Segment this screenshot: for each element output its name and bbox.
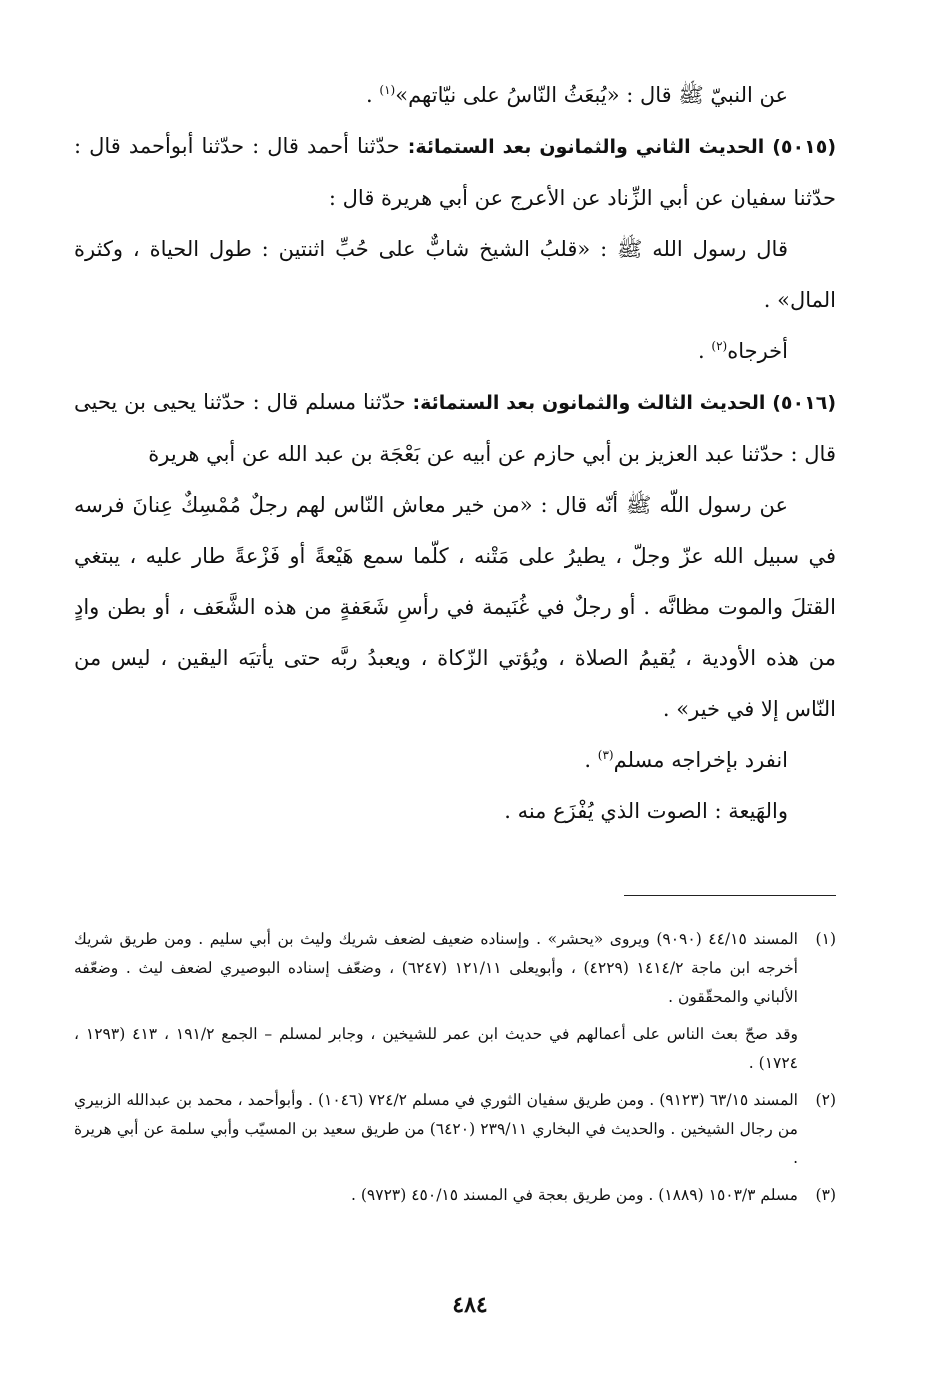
page-number: ٤٨٤ [452, 1292, 488, 1318]
footnote-1-continued [74, 1020, 836, 1078]
hadith-isnad: حدّثنا مسلم قال : حدّثنا يحيى بن يحيى قال : حدّثنا عبد العزيز بن أبي حازم عن أبيه عن بَعْجَة بن عبد الله عن أبي هريرة [74, 390, 836, 466]
footnote-number: (٣) [815, 1186, 836, 1204]
footnote-text: المسند ٦٣/١٥ (٩١٢٣) . ومن طريق سفيان الثوري في مسلم ٧٢٤/٢ (١٠٤٦) . وأبوأحمد ، محمد بن عبدالله الزبيري من رجال الشيخين . والحديث في البخاري ٢٣٩/١١ (٦٤٢٠) من طريق سعيد بن المسيّب وأبي سلمة عن أبي هريرة . [74, 1091, 798, 1167]
paragraph-end: . [584, 748, 598, 772]
hadith-5016 [74, 377, 836, 480]
footnote-1 [74, 925, 836, 1012]
paragraph-text: أخرجاه [727, 339, 788, 363]
paragraph-text: انفرد بإخراجه مسلم [613, 748, 788, 772]
paragraph [74, 70, 836, 121]
footnote-text: وقد صحّ بعث الناس على أعمالهم في حديث ابن عمر للشيخين ، وجابر لمسلم – الجمع ١٩١/٢ ، ٤١٣ (١٢٩٣ ، ١٧٢٤) . [74, 1025, 798, 1072]
hadith-heading: (٥٠١٦) الحديث الثالث والثمانون بعد الستمائة: [412, 392, 836, 414]
hadith-isnad: حدّثنا أحمد قال : حدّثنا أبوأحمد قال : حدّثنا سفيان عن أبي الزِّناد عن الأعرج عن أبي هريرة قال : [74, 134, 836, 210]
footnote-text: مسلم ١٥٠٣/٣ (١٨٨٩) . ومن طريق بعجة في المسند ٤٥٠/١٥ (٩٧٢٣) . [351, 1186, 798, 1204]
main-text [74, 70, 836, 837]
footnote-ref: (٣) [597, 748, 614, 762]
paragraph [74, 480, 836, 735]
footnote-2 [74, 1086, 836, 1173]
paragraph-text: والهَيعة : الصوت الذي يُفْزَع منه . [504, 799, 788, 823]
footnote-ref: (٢) [711, 339, 728, 353]
footnote-divider [624, 895, 836, 896]
paragraph [74, 224, 836, 326]
paragraph-text: قال رسول الله ﷺ : «قلبُ الشيخ شابٌّ على حُبِّ اثنتين : طول الحياة ، وكثرة المال» . [74, 237, 836, 312]
paragraph-end: . [366, 83, 380, 107]
paragraph-text: عن النبيّ ﷺ قال : «يُبعَثُ النّاسُ على نيّاتهم» [395, 83, 788, 107]
footnote-3 [74, 1181, 836, 1210]
footnote-text: المسند ٤٤/١٥ (٩٠٩٠) ويروى «يحشر» . وإسناده ضعيف لضعف شريك وليث بن أبي سليم . ومن طريق شريك أخرجه ابن ماجة ١٤١٤/٢ (٤٢٢٩) ، وأبويعلى ١٢١/١١ (٦٢٤٧) ، وضعّف إسناده البوصيري لضعف ليث . وضعّفه الألباني والمحقّقون . [74, 930, 798, 1006]
hadith-heading: (٥٠١٥) الحديث الثاني والثمانون بعد الستمائة: [407, 136, 836, 158]
footnote-number: (٢) [815, 1091, 836, 1109]
paragraph-text: عن رسول اللّه ﷺ أنّه قال : «من خير معاش النّاس لهم رجلٌ مُمْسِكٌ عِنانَ فرسه في سبيل الله عزّ وجلّ ، يطيرُ على مَتْنه ، كلّما سمع هَيْعةً أو فَزْعةً طار عليه ، يبتغي القتلَ والموت مظانَّه . أو رجلٌ في غُنَيمة في رأسِ شَعَفةٍ من هذه الشَّعَف ، أو بطن وادٍ من هذه الأودية ، يُقيمُ الصلاة ، ويُؤتي الزّكاة ، ويعبدُ ربَّه حتى يأتيَه اليقين ، ليس من النّاس إلا في خير» . [74, 493, 836, 721]
paragraph [74, 735, 836, 786]
footnote-number: (١) [815, 930, 836, 948]
footnote-ref: (١) [379, 83, 396, 97]
paragraph [74, 786, 836, 837]
paragraph-end: . [698, 339, 712, 363]
hadith-5015 [74, 121, 836, 224]
footnotes [74, 925, 836, 1218]
paragraph [74, 326, 836, 377]
